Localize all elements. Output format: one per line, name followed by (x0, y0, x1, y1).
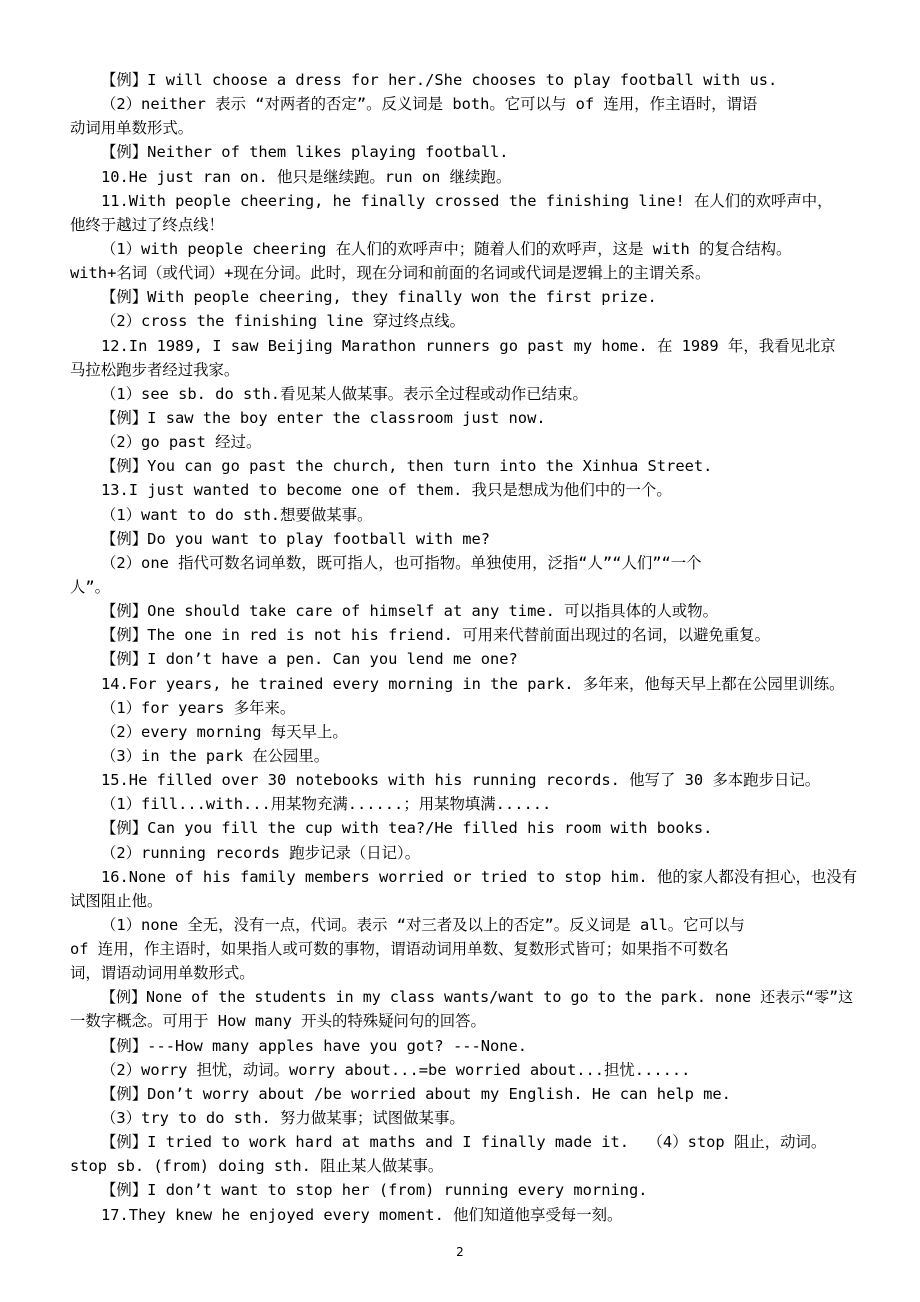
text-line: 14.For years, he trained every morning in the park. 多年来，他每天早上都在公园里训练。 (101, 674, 845, 693)
text-line: （2）running records 跑步记录（日记）。 (101, 843, 421, 862)
text-line: 【例】Do you want to play football with me? (101, 529, 491, 548)
text-line: 【例】I tried to work hard at maths and I finally made it. （4）stop 阻止，动词。 (101, 1133, 827, 1152)
text-line: 【例】Don’t worry about /be worried about my English. He can help me. (101, 1084, 731, 1103)
text-line: 【例】I don’t have a pen. Can you lend me one? (101, 650, 518, 669)
text-line: 16.None of his family members worried or tried to stop him. 他的家人都没有担心，也没有 (101, 867, 858, 886)
text-line: （2）every morning 每天早上。 (101, 722, 348, 741)
text-line: 12.In 1989, I saw Beijing Marathon runners go past my home. 在 1989 年，我看见北京 (101, 336, 836, 355)
text-line: （1）for years 多年来。 (101, 698, 296, 717)
text-line: 【例】I saw the boy enter the classroom just now. (101, 408, 546, 427)
text-line: （3）try to do sth. 努力做某事；试图做某事。 (101, 1109, 465, 1128)
text-line: （2）go past 经过。 (101, 433, 262, 452)
text-line: 15.He filled over 30 notebooks with his running records. 他写了 30 多本跑步日记。 (101, 771, 821, 790)
page-number: 2 (456, 1245, 464, 1259)
text-line: 【例】Can you fill the cup with tea?/He filled his room with books. (101, 819, 713, 838)
text-line: 【例】One should take care of himself at any time. 可以指具体的人或物。 (101, 602, 719, 621)
text-line: （3）in the park 在公园里。 (101, 746, 330, 765)
text-line: 【例】I don’t want to stop her (from) running every morning. (101, 1181, 648, 1200)
text-line: 【例】Neither of them likes playing football. (101, 143, 509, 162)
text-line: with+名词（或代词）+现在分词。此时，现在分词和前面的名词或代词是逻辑上的主谓关系。 (70, 264, 711, 283)
text-line: （2）neither 表示 “对两者的否定”。反义词是 both。它可以与 of 连用，作主语时，谓语 (101, 95, 758, 114)
text-line: （2）one 指代可数名词单数，既可指人，也可指物。单独使用，泛指“人”“人们”“一个 (101, 553, 702, 572)
text-line: （1）want to do sth.想要做某事。 (101, 505, 373, 524)
text-line: （1）with people cheering 在人们的欢呼声中；随着人们的欢呼声，这是 with 的复合结构。 (101, 239, 792, 258)
text-line: 词，谓语动词用单数形式。 (70, 964, 255, 983)
text-line: （1）fill...with...用某物充满......；用某物填满...... (101, 795, 552, 814)
text-line: 13.I just wanted to become one of them. 我只是想成为他们中的一个。 (101, 481, 672, 500)
text-line: 【例】With people cheering, they finally won the first prize. (101, 288, 657, 307)
text-line: 10.He just ran on. 他只是继续跑。run on 继续跑。 (101, 167, 512, 186)
document-body (70, 68, 862, 1227)
text-line: 【例】The one in red is not his friend. 可用来代替前面出现过的名词，以避免重复。 (101, 626, 771, 645)
text-line: stop sb. (from) doing sth. 阻止某人做某事。 (70, 1157, 444, 1176)
text-line: （1）see sb. do sth.看见某人做某事。表示全过程或动作已结束。 (101, 384, 588, 403)
text-line: （1）none 全无，没有一点，代词。表示 “对三者及以上的否定”。反义词是 all。它可以与 (101, 915, 745, 934)
text-line: of 连用，作主语时，如果指人或可数的事物，谓语动词用单数、复数形式皆可；如果指不可数名 (70, 940, 729, 959)
text-line: 11.With people cheering, he finally crossed the finishing line! 在人们的欢呼声中， (101, 191, 833, 210)
text-line: （2）worry 担忧，动词。worry about...=be worried about...担忧...... (101, 1060, 691, 1079)
text-line: 【例】I will choose a dress for her./She chooses to play football with us. (101, 71, 778, 89)
text-line: 【例】You can go past the church, then turn into the Xinhua Street. (101, 457, 713, 476)
text-line: 动词用单数形式。 (70, 119, 194, 138)
text-line: 【例】None of the students in my class wants/want to go to the park. none 还表示“零”这 (101, 988, 854, 1007)
text-line: 【例】---How many apples have you got? ---None. (101, 1036, 528, 1055)
text-line: 他终于越过了终点线！ (70, 215, 224, 234)
text-line: 马拉松跑步者经过我家。 (70, 360, 240, 379)
text-line: 一数字概念。可用于 How many 开头的特殊疑问句的回答。 (70, 1012, 486, 1031)
text-line: 17.They knew he enjoyed every moment. 他们知道他享受每一刻。 (101, 1205, 623, 1224)
text-line: 试图阻止他。 (70, 891, 163, 910)
text-line: 人”。 (70, 577, 111, 596)
text-line: （2）cross the finishing line 穿过终点线。 (101, 312, 466, 331)
